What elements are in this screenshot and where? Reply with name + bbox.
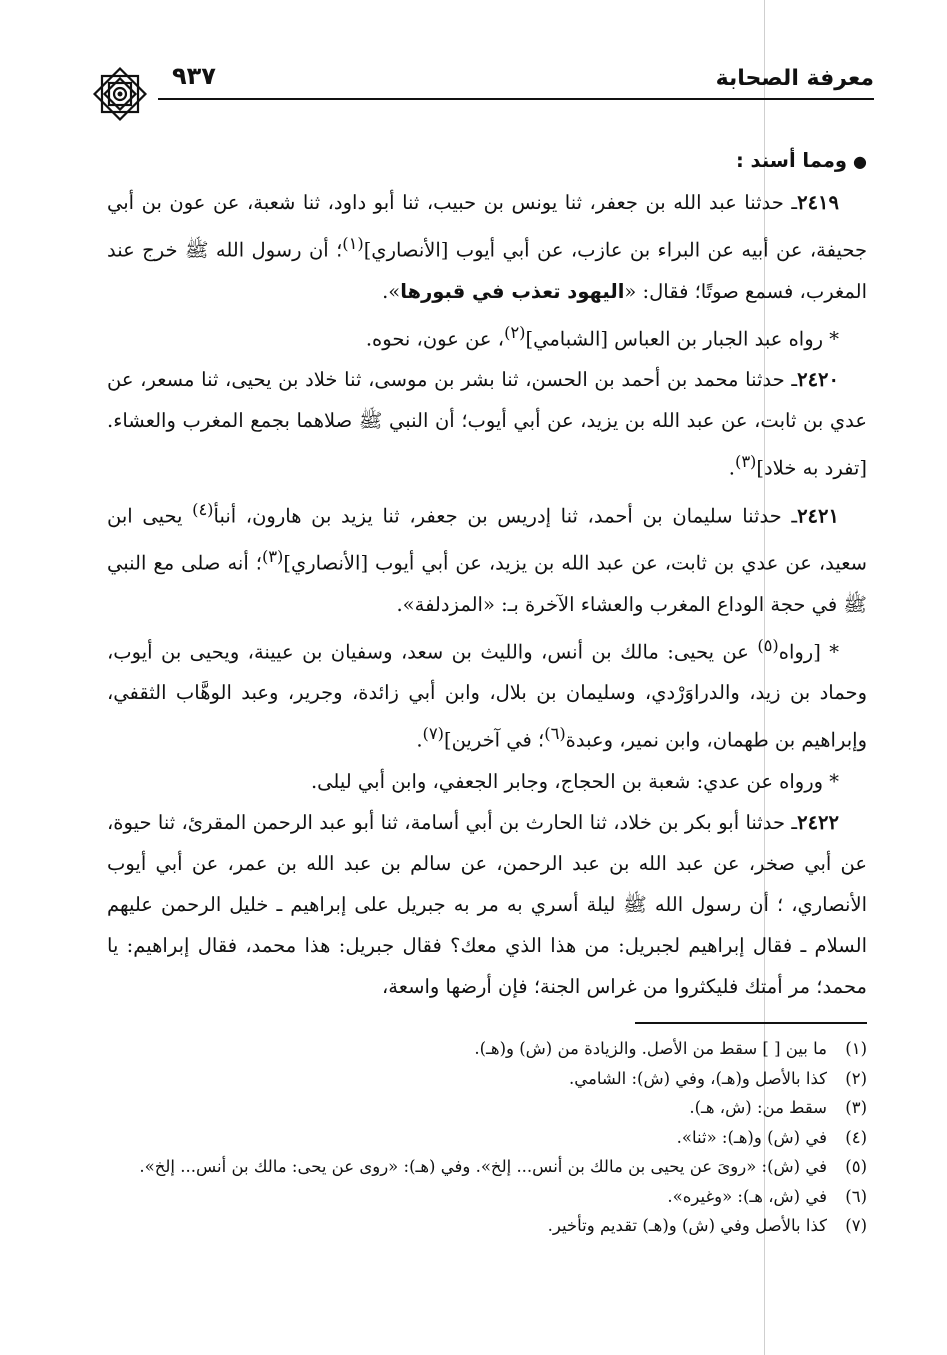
footnote-item: (٢)كذا بالأصل و(هـ)، وفي (ش): الشامي.	[569, 1068, 867, 1088]
footnote-ref: (٢)	[504, 322, 526, 342]
hadith-2421: ٢٤٢١ـ حدثنا سليمان بن أحمد، ثنا إدريس بن جعفر، ثنا يزيد بن هارون، أنبأ$^{(٤)}$ يحيى ابن سعيد، عن عدي بن ثابت، عن عبد الله بن يزيد، عن أبي أيوب [الأنصاري]$^{(٣)}$؛ أنه صلى مع النبي ﷺ في حجة الوداع المغرب والعشاء الآخرة بـ: «المزدلفة».	[107, 499, 867, 616]
main-text-body	[107, 140, 867, 1007]
footnote-item: (٣)سقط من: (ش، هـ).	[689, 1098, 867, 1117]
footnote-item: (٦)في (ش، هـ): «وغيره».	[667, 1186, 867, 1206]
hadith-2422: ٢٤٢٢ـ حدثنا أبو بكر بن خلاد، ثنا الحارث بن أبي أسامة، ثنا أبو عبد الرحمن المقرئ، ثنا حيوة، عن أبي صخر، عن عبد الله بن عبد الرحمن، عن سالم بن عبد الله بن عمر، عن أبي أيوب الأنصاري، ؛ أن رسول الله ﷺ ليلة أسري به مر به جبريل على إبراهيم ـ خليل الرحمن عليهم السلام ـ فقال إبراهيم لجبريل: من هذا الذي معك؟ فقال جبريل: هذا محمد، فقال إبراهيم: يا محمد؛ مر أمتك فليكثروا من غراس الجنة؛ فإن أرضها واسعة،	[107, 810, 867, 998]
running-title: معرفة الصحابة	[715, 66, 874, 91]
hadith-quote: اليهود تعذب في قبورها	[400, 279, 625, 303]
footnote-ref: (١)	[342, 234, 364, 253]
page-header	[88, 58, 874, 118]
bullet-icon: ●	[853, 152, 867, 171]
header-rule	[158, 98, 874, 100]
footnote-ref: (٦)	[544, 724, 566, 743]
footnote-item: (٧)كذا بالأصل وفي (ش) و(هـ) تقديم وتأخير.	[547, 1216, 867, 1235]
footnote-ref: (٣)	[734, 452, 757, 471]
page-number: ٩٣٧	[172, 62, 216, 90]
riwayah-note: * [رواه$^{(٥)}$ عن يحيى: مالك بن أنس، والليث بن سعد، وسفيان بن عيينة، ويحيى بن أيوب، وحماد بن زيد، والدراوَرْدي، وسليمان بن بلال، وابن أبي زائدة، وجرير، وعبد الوهَّاب الثقفي، وإبراهيم بن طهمان، وابن نمير، وعبدة$^{(٦)}$؛ في آخرين]$^{(٧)}$.	[107, 635, 867, 752]
hadith-number: ٢٤١٩	[797, 191, 839, 214]
footnote-rule	[635, 1022, 867, 1024]
section-heading: ●ومما أسند :	[735, 149, 867, 172]
footnote-item: (٤)في (ش) و(هـ): «ثنا».	[676, 1127, 867, 1147]
riwayah-note: * رواه عبد الجبار بن العباس [الشبامي]$^{(٢)}$، عن عون، نحوه.	[365, 322, 839, 350]
footnote-ref: (٤)	[192, 499, 214, 519]
eight-point-star-ornament-icon	[88, 62, 152, 126]
footnote-ref: (٣)	[261, 547, 284, 566]
hadith-number: ٢٤٢٢	[797, 810, 839, 834]
footnote-ref: (٥)	[757, 635, 779, 655]
footnote-item: (١)ما بين [ ] سقط من الأصل. والزيادة من (ش) و(هـ).	[474, 1039, 867, 1058]
riwayah-note: * ورواه عن عدي: شعبة بن الحجاج، وجابر الجعفي، وابن أبي ليلى.	[310, 769, 839, 793]
footnote-item: (٥)في (ش): «روىَ عن يحيى بن مالك بن أنس... إلخ». وفي (هـ): «روى عن يحى: مالك بن أنس... إلخ».	[139, 1157, 867, 1176]
hadith-number: ٢٤٢١	[797, 504, 839, 527]
footnote-ref: (٧)	[422, 724, 444, 743]
hadith-2419: ٢٤١٩ـ حدثنا عبد الله بن جعفر، ثنا يونس بن حبيب، ثنا أبو داود، ثنا شعبة، عن عون بن أبي جحيفة، عن أبيه عن البراء بن عازب، عن أبي أيوب [الأنصاري]$^{(١)}$؛ أن رسول الله ﷺ خرج عند المغرب، فسمع صوتًا؛ فقال: «اليهود تعذب في قبورها».	[107, 191, 867, 303]
hadith-number: ٢٤٢٠	[797, 368, 839, 391]
hadith-2420: ٢٤٢٠ـ حدثنا محمد بن أحمد بن الحسن، ثنا بشر بن موسى، ثنا خلاد بن يحيى، ثنا مسعر، عن عدي بن ثابت، عن عبد الله بن يزيد، عن أبي أيوب؛ أن النبي ﷺ صلاهما بجمع المغرب والعشاء. [تفرد به خلاد]$^{(٣)}$.	[107, 368, 867, 480]
footnotes	[107, 1034, 867, 1241]
